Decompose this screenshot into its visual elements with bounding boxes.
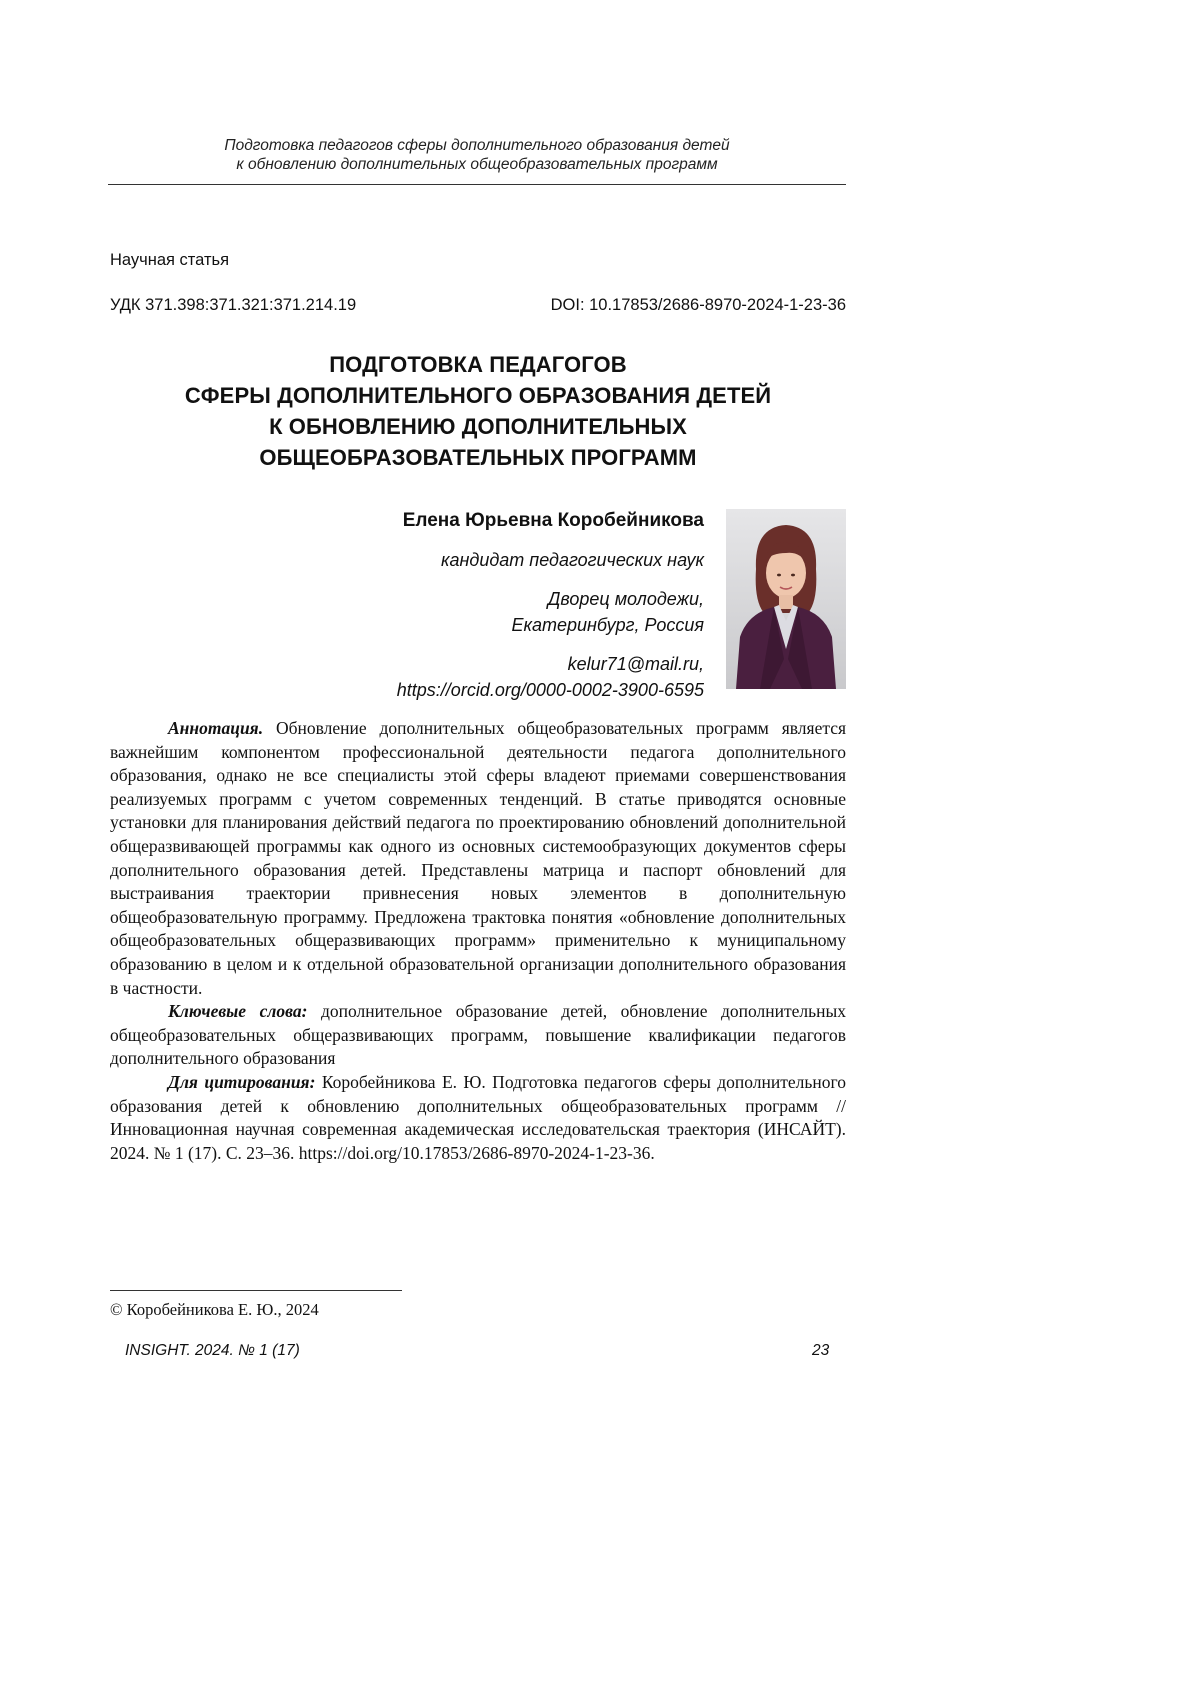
keywords-paragraph (110, 1000, 846, 1071)
author-orcid: https://orcid.org/0000-0002-3900-6595 (396, 680, 704, 700)
author-affiliation (397, 586, 704, 638)
keywords-text: дополнительное образование детей, обновление дополнительных общеобразовательных общеразвивающих программ, повышение квалификации педагогов дополнительного образования (110, 1001, 847, 1069)
affiliation-line-2: Екатеринбург, Россия (511, 615, 704, 635)
citation-text: Коробейникова Е. Ю. Подготовка педагогов сферы дополнительного образования детей к обновлению дополнительных общеобразовательных программ // Инновационная научная современная академическая исследовательская траектория (ИНСАЙТ). 2024. № 1 (17). С. 23–36. https://doi.org/10.17853/2686-8970-2024-1-23-36. (110, 1071, 847, 1163)
abstract-label: Аннотация. (168, 718, 264, 738)
author-info (397, 510, 704, 703)
title-line-2: СФЕРЫ ДОПОЛНИТЕЛЬНОГО ОБРАЗОВАНИЯ ДЕТЕЙ (184, 383, 772, 408)
udk-code: УДК 371.398:371.321:371.214.19 (110, 296, 357, 314)
abstract-text: Обновление дополнительных общеобразовательных программ является важнейшим компонентом профессиональной деятельности педагога дополнительного образования, однако не все специалисты этой сферы владеют приемами совершенствования реализуемых программ с учетом современных тенденций. В статье приводятся основные установки для планирования действий педагога по проектированию обновлений дополнительной общеразвивающей программы как одного из основных системообразующих документов сферы дополнительного образования детей. Представлены матрица и паспорт обновлений для выстраивания траектории привнесения новых элементов в дополнительную общеобразовательную программу. Предложена трактовка понятия «обновление дополнительных общеобразовательных общеразвивающих программ» применительно к муниципальному образованию в целом и к отдельной образовательной организации дополнительного образования в частности. (110, 718, 847, 998)
citation-label: Для цитирования: (168, 1071, 316, 1092)
affiliation-line-1: Дворец молодежи, (547, 589, 704, 609)
article-title (108, 349, 848, 473)
copyright-notice: © Коробейникова Е. Ю., 2024 (110, 1300, 319, 1319)
author-name: Елена Юрьевна Коробейникова (402, 510, 704, 531)
citation-paragraph (110, 1071, 846, 1165)
article-body (110, 717, 846, 1165)
article-type: Научная статья (110, 251, 230, 269)
title-line-4: ОБЩЕОБРАЗОВАТЕЛЬНЫХ ПРОГРАММ (259, 445, 697, 470)
running-head (108, 136, 846, 174)
author-photo (726, 509, 846, 689)
running-head-line-1: Подготовка педагогов сферы дополнительного образования детей (224, 137, 730, 154)
title-line-3: К ОБНОВЛЕНИЮ ДОПОЛНИТЕЛЬНЫХ (269, 414, 687, 439)
abstract-paragraph (110, 717, 846, 1000)
author-degree: кандидат педагогических наук (440, 550, 704, 570)
author-contact (397, 651, 704, 703)
running-head-line-2: к обновлению дополнительных общеобразовательных программ (236, 156, 718, 173)
keywords-label: Ключевые слова: (168, 1001, 308, 1022)
doi: DOI: 10.17853/2686-8970-2024-1-23-36 (550, 296, 846, 314)
title-line-1: ПОДГОТОВКА ПЕДАГОГОВ (329, 352, 627, 377)
header-divider (108, 184, 846, 185)
footer-journal: INSIGHT. 2024. № 1 (17) (125, 1342, 300, 1359)
author-email: kelur71@mail.ru, (567, 654, 704, 674)
footnote-divider (110, 1290, 402, 1291)
page-number: 23 (812, 1342, 830, 1359)
